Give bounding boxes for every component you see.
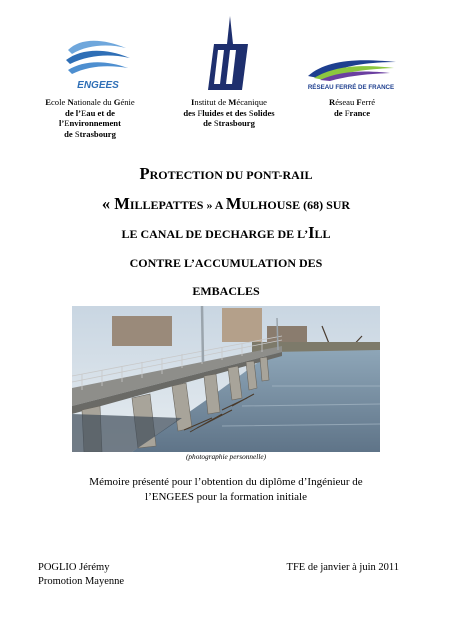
title-segment: M <box>114 193 130 213</box>
initial-letter: l’ <box>59 118 65 129</box>
initial-letter: rance <box>349 107 371 118</box>
initial-letter: de <box>64 128 75 139</box>
title-line <box>20 249 432 278</box>
title-segment: ILLEPATTES <box>129 197 204 212</box>
title-segment: ’ <box>304 227 309 241</box>
initial-letter: M <box>228 97 237 107</box>
title-segment: ROTECTION DU PONT <box>149 168 279 182</box>
title-line <box>20 190 432 220</box>
title-segment: RAIL <box>282 168 313 182</box>
text-segment: erré <box>361 97 376 107</box>
author-name: POGLIO Jérémy <box>38 562 110 573</box>
title-segment: M <box>225 193 242 213</box>
tfe-period: TFE de janvier à juin 2011 <box>286 562 399 573</box>
text-segment: énie <box>120 97 135 107</box>
title-segment: - <box>278 168 283 182</box>
title-line <box>20 277 432 306</box>
promotion-name: Promotion Mayenne <box>38 576 125 587</box>
rff-logo <box>300 56 402 92</box>
title-segment: (68) SUR <box>300 197 351 212</box>
initial-letter: N <box>67 97 74 107</box>
initial-letter: E <box>45 97 51 107</box>
engees-logo-text: ENGEES <box>77 80 119 91</box>
memoire-line-1: Mémoire présenté pour l’obtention du diplôme d’Ingénieur de <box>89 476 363 488</box>
title-segment: I <box>308 223 315 242</box>
initial-letter: de l’ <box>65 107 82 118</box>
title-segment: CONTRE L <box>129 255 191 270</box>
institution-line <box>296 108 408 119</box>
memoire-line-2: l’ENGEES pour la formation initiale <box>145 491 307 503</box>
text-segment: F <box>197 107 203 118</box>
title-line <box>20 219 432 249</box>
text-segment: S <box>213 118 219 129</box>
title-segment: » A <box>203 197 226 212</box>
institution-rff <box>296 97 408 118</box>
institution-line <box>22 108 158 119</box>
cover-photo <box>72 306 380 452</box>
initial-letter: F <box>356 97 362 107</box>
institution-engees <box>22 97 158 139</box>
document-title <box>20 160 432 306</box>
rff-logo-text: RÉSEAU FERRÉ DE FRANCE <box>307 84 395 91</box>
engees-logo <box>62 32 134 94</box>
author-block <box>38 561 124 589</box>
initial-letter: trasbourg <box>218 118 255 129</box>
text-segment: cole <box>50 97 68 107</box>
text-segment: F <box>344 107 350 118</box>
institution-line <box>170 108 288 119</box>
initial-letter: au et de <box>86 107 115 118</box>
text-segment: éseau <box>335 97 357 107</box>
title-segment: EMBACLES <box>192 284 260 298</box>
memoire-statement <box>40 475 412 505</box>
initial-letter: de <box>203 118 214 129</box>
initial-letter: luides et des <box>202 107 249 118</box>
text-segment: nstitut de <box>194 97 229 107</box>
initial-letter: olides <box>253 107 275 118</box>
text-segment: écanique <box>236 97 267 107</box>
photo-caption: (photographie personnelle) <box>185 452 267 461</box>
title-segment: LL <box>314 227 331 241</box>
title-segment: P <box>139 164 150 183</box>
text-segment: S <box>248 107 254 118</box>
institution-line <box>22 97 158 108</box>
institution-line <box>22 118 158 129</box>
initial-letter: R <box>328 97 336 107</box>
initial-letter: I <box>191 97 195 107</box>
institution-imfs <box>170 97 288 129</box>
title-segment: ULHOUSE <box>241 197 301 212</box>
institution-line <box>296 97 408 108</box>
institution-line <box>170 118 288 129</box>
institution-line <box>22 129 158 140</box>
title-line <box>20 160 432 190</box>
initial-letter: G <box>113 97 121 107</box>
title-segment: ACCUMULATION DES <box>194 255 323 270</box>
initial-letter: de <box>333 107 345 118</box>
text-segment: S <box>74 128 80 139</box>
text-segment: ationale du <box>73 97 114 107</box>
title-segment: « <box>101 193 115 213</box>
title-segment: ’ <box>190 255 195 270</box>
imfs-logo <box>200 14 260 96</box>
initial-letter: nvironnement <box>69 118 121 129</box>
initial-letter: trasbourg <box>79 128 116 139</box>
title-segment: LE CANAL DE DECHARGE DE L <box>121 227 305 241</box>
institution-line <box>170 97 288 108</box>
text-segment: E <box>64 118 70 129</box>
text-segment: E <box>81 107 87 118</box>
initial-letter: des <box>183 107 198 118</box>
